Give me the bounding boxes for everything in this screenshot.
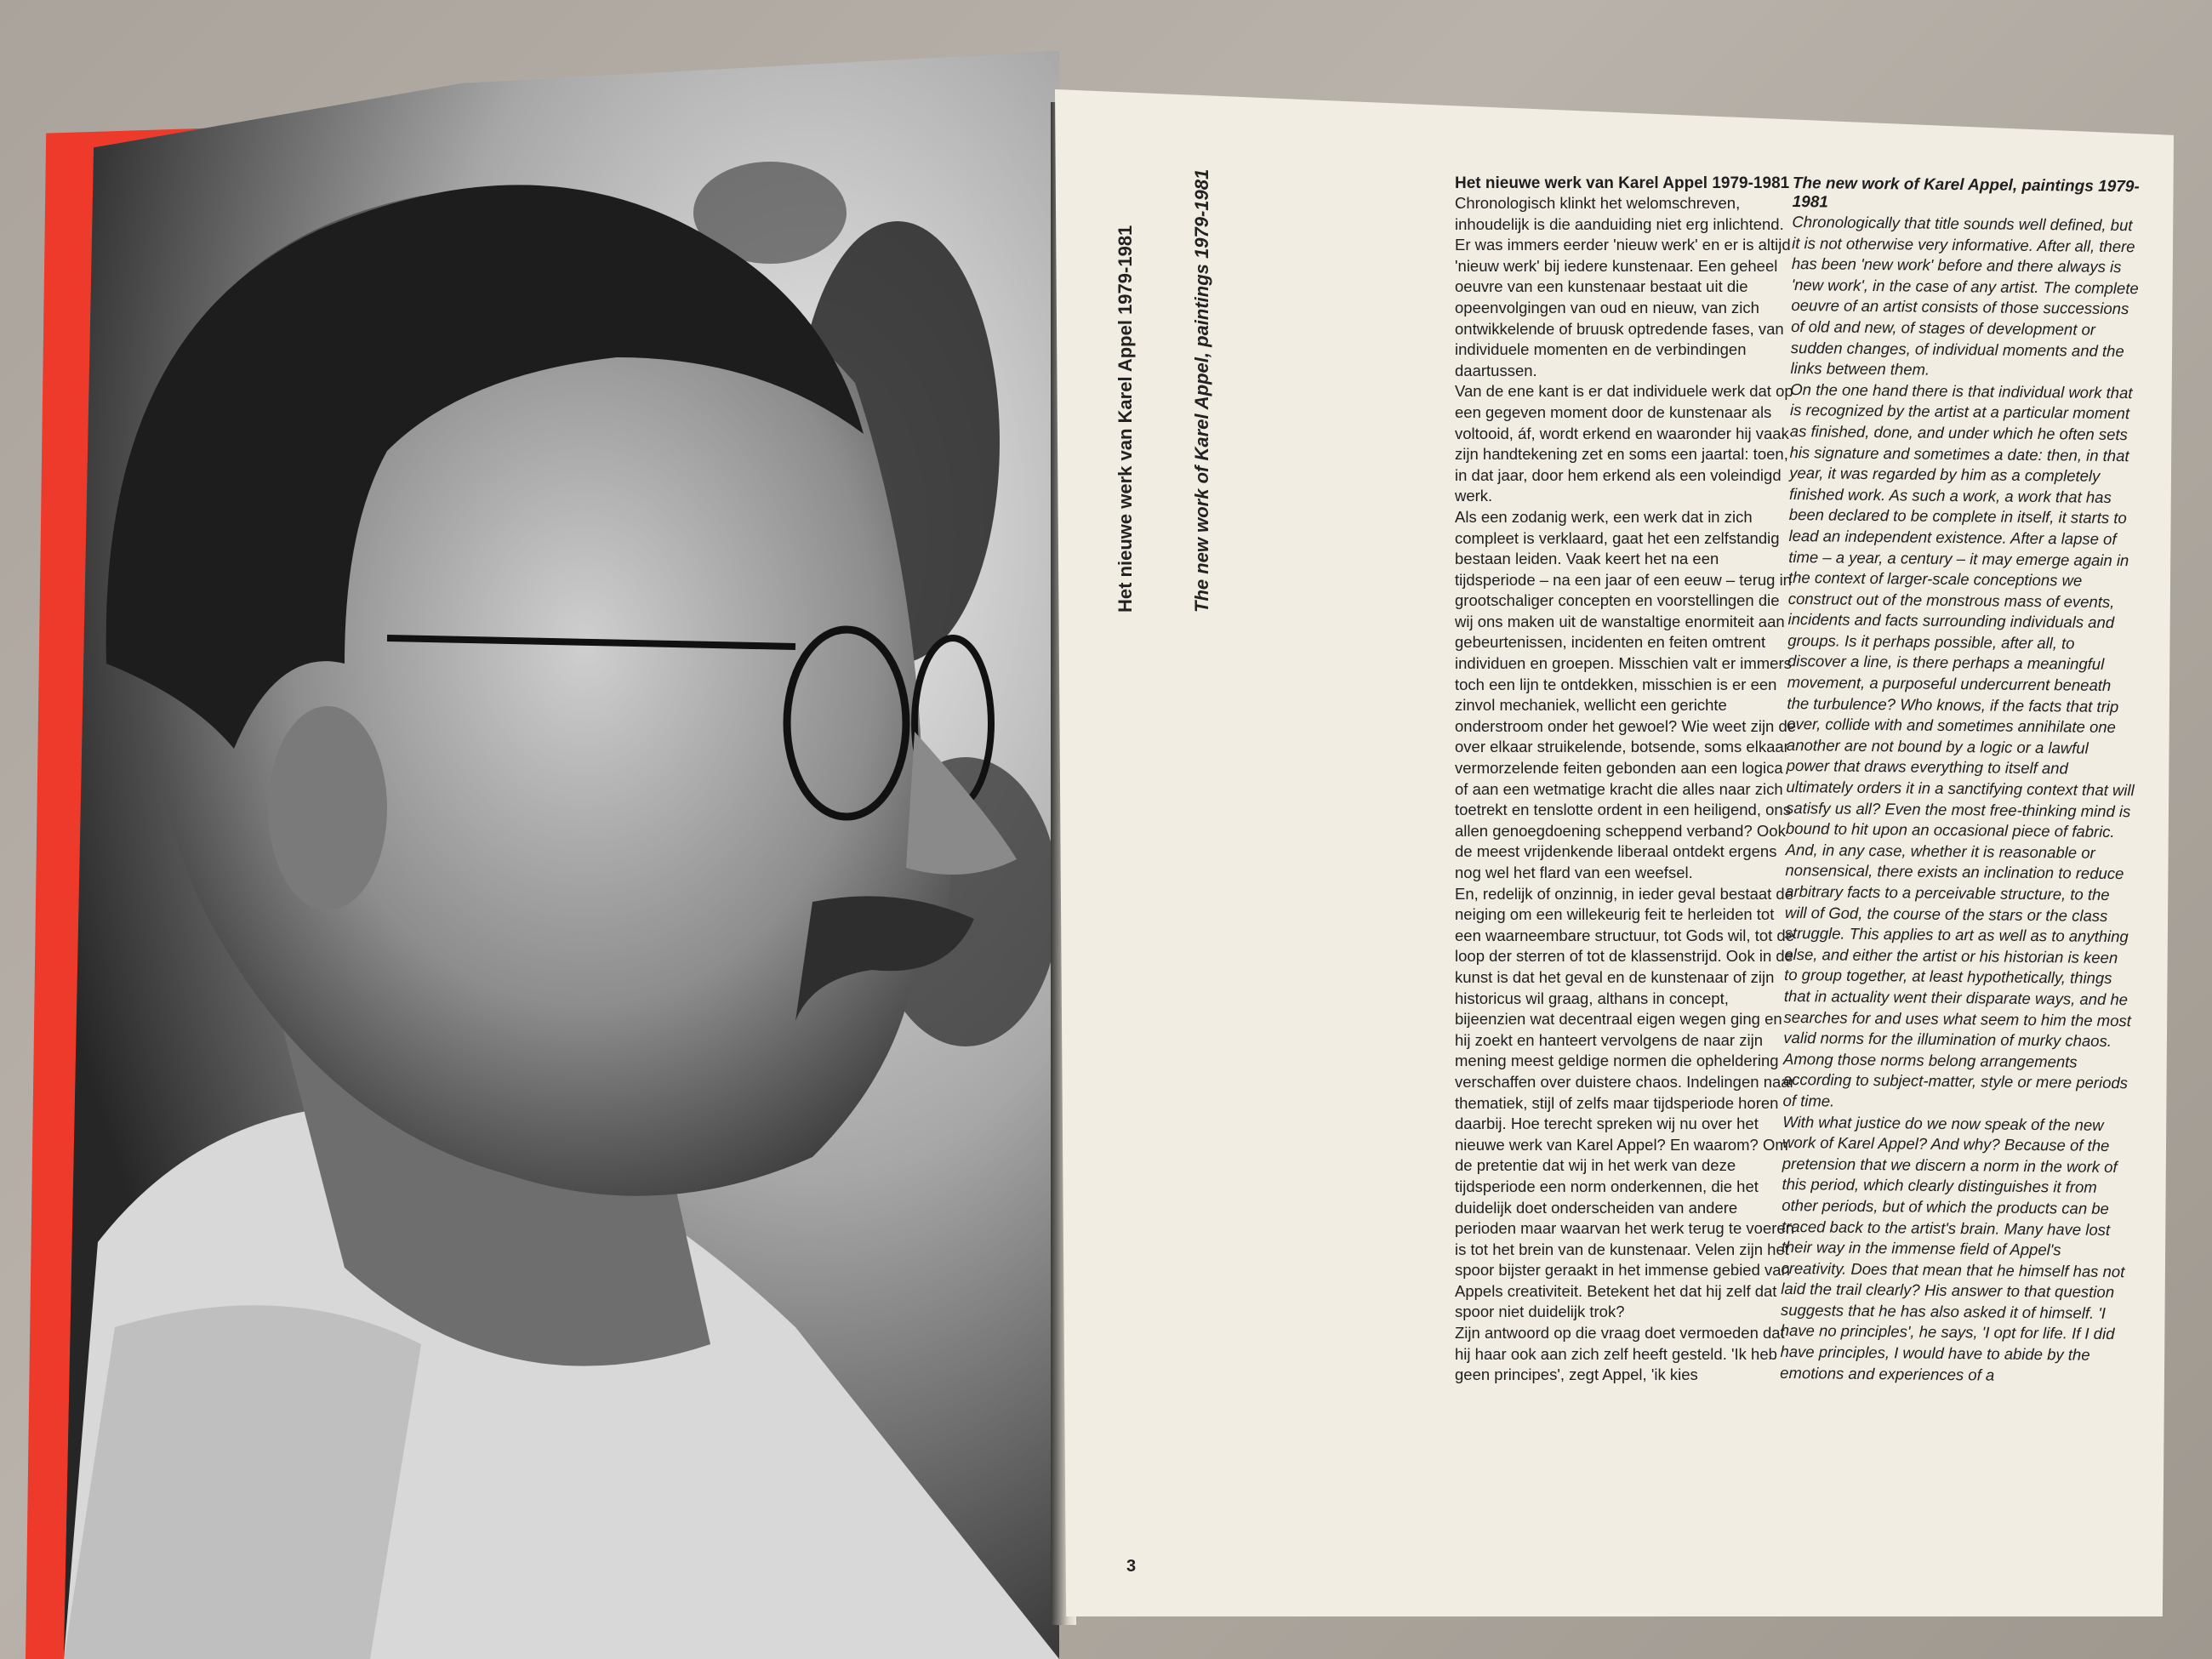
portrait-photo	[64, 51, 1059, 1659]
dutch-paragraph: Zijn antwoord op die vraag doet vermoeden dat hij haar ook aan zich zelf heeft gesteld. 'Ik heb geen principes', zegt Appel, 'ik kies	[1455, 1324, 1785, 1384]
vertical-title-english: The new work of Karel Appel, paintings 1979-1981	[1191, 168, 1212, 613]
english-paragraph: Chronologically that title sounds well defined, but it is not otherwise very informative. After all, there has been 'new work' before and there always is 'new work', in the case of any artist. The complete oeuvre of an artist consists of those successions of old and new, of stages of development or sudden changes, of individual moments and the links between them.	[1790, 212, 2139, 379]
dutch-paragraph: En, redelijk of onzinnig, in ieder geval bestaat de neiging om een willekeurig feit te herleiden tot een waarneembare structuur, tot Gods wil, tot de loop der sterren of tot de klassenstrijd. Ook in de kunst is dat het geval en de kunstenaar of zijn historicus wil graag, althans in concept, bijeenzien wat decentraal eigen wegen ging en hij zoekt en hanteert vervolgens de naar zijn mening meest geldige normen die opheldering verschaffen over duistere chaos. Indelingen naar thematiek, stijl of zelfs maar tijdsperiode horen daarbij. Hoe terecht spreken wij nu over het nieuwe werk van Karel Appel? En waarom? Om de pretentie dat wij in het werk van deze tijdsperiode een norm onderkennen, die het duidelijk doet onderscheiden van andere perioden maar waarvan het werk terug te voeren is tot het brein van de kunstenaar. Velen zijn het spoor bijster geraakt in het immense gebied van Appels creativiteit. Betekent het dat hij zelf dat spoor niet duidelijk trok?	[1455, 884, 1795, 1321]
dutch-paragraph: Van de ene kant is er dat individuele werk dat op een gegeven moment door de kunstenaar als voltooid, áf, wordt erkend en waaronder hij vaak zijn handtekening zet en soms een jaartal: toen, in dat jaar, door hem erkend als een voleindigd werk.	[1455, 382, 1793, 505]
vertical-titles	[1115, 168, 1234, 630]
english-paragraph: And, in any case, whether it is reasonable or nonsensical, there exists an inclination to reduce arbitrary facts to a perceivable structure, to the will of God, the course of the stars or the class struggle. This applies to art as well as to anything else, and either the artist or his historian is keen to group together, at least hypothetically, things that in actuality went their disparate ways, and he searches for and uses what seem to him the most valid norms for the illumination of murky chaos. Among those norms belong arrangements according to subject-matter, style or mere periods of time.	[1782, 840, 2131, 1110]
dutch-paragraph: Chronologisch klinkt het welomschreven, inhoudelijk is die aanduiding niet erg inlichtend.	[1455, 194, 1784, 233]
vertical-title-dutch: Het nieuwe werk van Karel Appel 1979-1981	[1115, 225, 1136, 613]
english-paragraph: On the one hand there is that individual work that is recognized by the artist at a particular moment as finished, done, and under which he often sets his signature and sometimes a date: then, in that year, it was regarded by him as a completely finished work. As such a work, a work that has been declared to be complete in itself, it starts to lead an independent existence. After a lapse of time – a year, a century – it may emerge again in the context of larger-scale conceptions we construct out of the monstrous mass of events, incidents and facts surrounding individuals and groups. Is it perhaps possible, after all, to discover a line, is there perhaps a meaningful movement, a purposeful undercurrent beneath the turbulence? Who knows, if the facts that trip over, collide with and sometimes annihilate one another are not bound by a logic or a lawful power that draws everything to itself and ultimately orders it in a sanctifying context that will satisfy us all? Even the most free-thinking mind is bound to hit upon an occasional piece of fabric.	[1785, 379, 2135, 841]
dutch-text-column	[1455, 174, 1799, 1386]
english-text-column	[1780, 174, 2141, 1387]
portrait-illustration	[64, 51, 1059, 1659]
dutch-column-title: Het nieuwe werk van Karel Appel 1979-1981	[1455, 174, 1790, 192]
page-number: 3	[1126, 1557, 1137, 1576]
dutch-paragraph: Als een zodanig werk, een werk dat in zich compleet is verklaard, gaat het een zelfstandig bestaan leiden. Vaak keert het na een tijdsperiode – na een jaar of een eeuw – terug in grootschaliger concepten en voorstellingen die wij ons maken uit de wanstaltige enormiteit aan gebeurtenissen, incidenten en feiten omtrent individuen en groepen. Misschien valt er immers toch een lijn te ontdekken, misschien is er een zinvol mechaniek, wellicht een gerichte onderstroom onder het gewoel? Wie weet zijn de over elkaar struikelende, botsende, soms elkaar vermorzelende feiten gebonden aan een logica of aan een wetmatige kracht die alles naar zich toetrekt en tenslotte ordent in een heiligend, ons allen genoegdoening scheppend verband? Ook de meest vrijdenkende liberaal ontdekt ergens nog wel het flard van een weefsel.	[1455, 507, 1797, 881]
dutch-paragraph: Er was immers eerder 'nieuw werk' en er is altijd 'nieuw werk' bij iedere kunstenaar. Een geheel oeuvre van een kunstenaar bestaat uit die opeenvolgingen van oud en nieuw, van zich ontwikkelende of bruusk optredende fases, van individuele momenten en de verbindingen daartussen.	[1455, 236, 1791, 379]
english-column-title: The new work of Karel Appel, paintings 1979-1981	[1792, 174, 2140, 212]
english-paragraph: With what justice do we now speak of the new work of Karel Appel? And why? Because of the pretension that we discern a norm in the work of this period, which clearly distinguishes it from other periods, but of which the products can be traced back to the artist's brain. Many have lost their way in the immense field of Appel's creativity. Does that mean that he himself has not laid the trail clearly? His answer to that question suggests that he has also asked it of himself. 'I have no principles', he says, 'I opt for life. If I did have principles, I would have to abide by the emotions and experiences of a	[1780, 1112, 2125, 1384]
